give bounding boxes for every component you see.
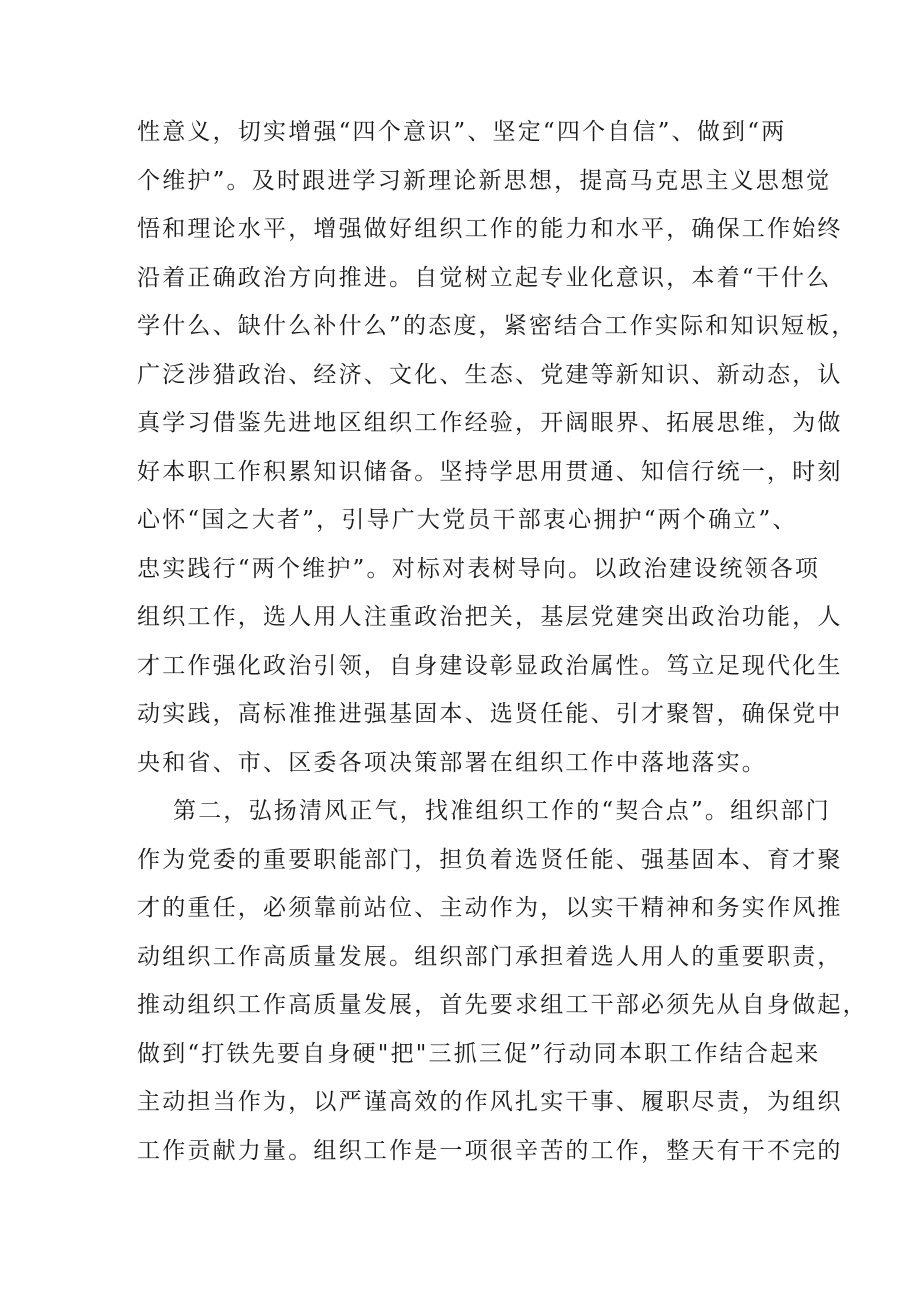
text-line: 悟和理论水平，增强做好组织工作的能力和水平，确保工作始终 — [137, 216, 843, 242]
text-line: 做到“打铁先要自身硬"把"三抓三促”行动同本职工作结合起来 — [137, 1040, 821, 1067]
text-line: 工作贡献力量。组织工作是一项很辛苦的工作，整天有干不完的 — [137, 1137, 843, 1164]
text-line: 动组织工作高质量发展。组织部门承担着选人用人的重要职责， — [137, 943, 843, 970]
text-line: 沿着正确政治方向推进。自觉树立起专业化意识，本着“干什么 — [137, 264, 832, 291]
text-line: 真学习借鉴先进地区组织工作经验，开阔眼界、拓展思维，为做 — [137, 410, 843, 436]
text-line: 主动担当作为，以严谨高效的作风扎实干事、履职尽责，为组织 — [137, 1089, 843, 1115]
text-line: 忠实践行“两个维护”。对标对表树导向。以政治建设统领各项 — [137, 555, 821, 582]
body-text — [137, 108, 868, 1175]
text-line: 个维护”。及时跟进学习新理论新思想，提高马克思主义思想觉 — [137, 167, 832, 194]
paragraph-start-line: 第二，弘扬清风正气，找准组织工作的“契合点”。组织部门 — [173, 798, 831, 824]
text-line: 广泛涉猎政治、经济、文化、生态、党建等新知识、新动态，认 — [137, 361, 843, 388]
text-line: 心怀“国之大者”，引导广大党员干部衷心拥护“两个确立”、 — [137, 507, 798, 533]
text-line: 好本职工作积累知识储备。坚持学思用贯通、知信行统一，时刻 — [137, 458, 843, 485]
text-line: 学什么、缺什么补什么”的态度，紧密结合工作实际和知识短板， — [137, 313, 857, 339]
text-line: 才工作强化政治引领，自身建设彰显政治属性。笃立足现代化生 — [137, 652, 843, 679]
text-line: 性意义，切实增强“四个意识”、坚定“四个自信”、做到“两 — [137, 119, 787, 145]
text-line: 作为党委的重要职能部门，担负着选贤任能、强基固本、育才聚 — [137, 846, 843, 873]
text-line: 组织工作，选人用人注重政治把关，基层党建突出政治功能，人 — [137, 604, 843, 630]
text-line: 动实践，高标准推进强基固本、选贤任能、引才聚智，确保党中 — [137, 701, 843, 727]
text-line: 央和省、市、区委各项决策部署在组织工作中落地落实。 — [137, 749, 767, 776]
text-line: 才的重任，必须靠前站位、主动作为，以实干精神和务实作风推 — [137, 895, 843, 921]
text-line: 推动组织工作高质量发展，首先要求组工干部必须先从自身做起， — [137, 992, 868, 1018]
